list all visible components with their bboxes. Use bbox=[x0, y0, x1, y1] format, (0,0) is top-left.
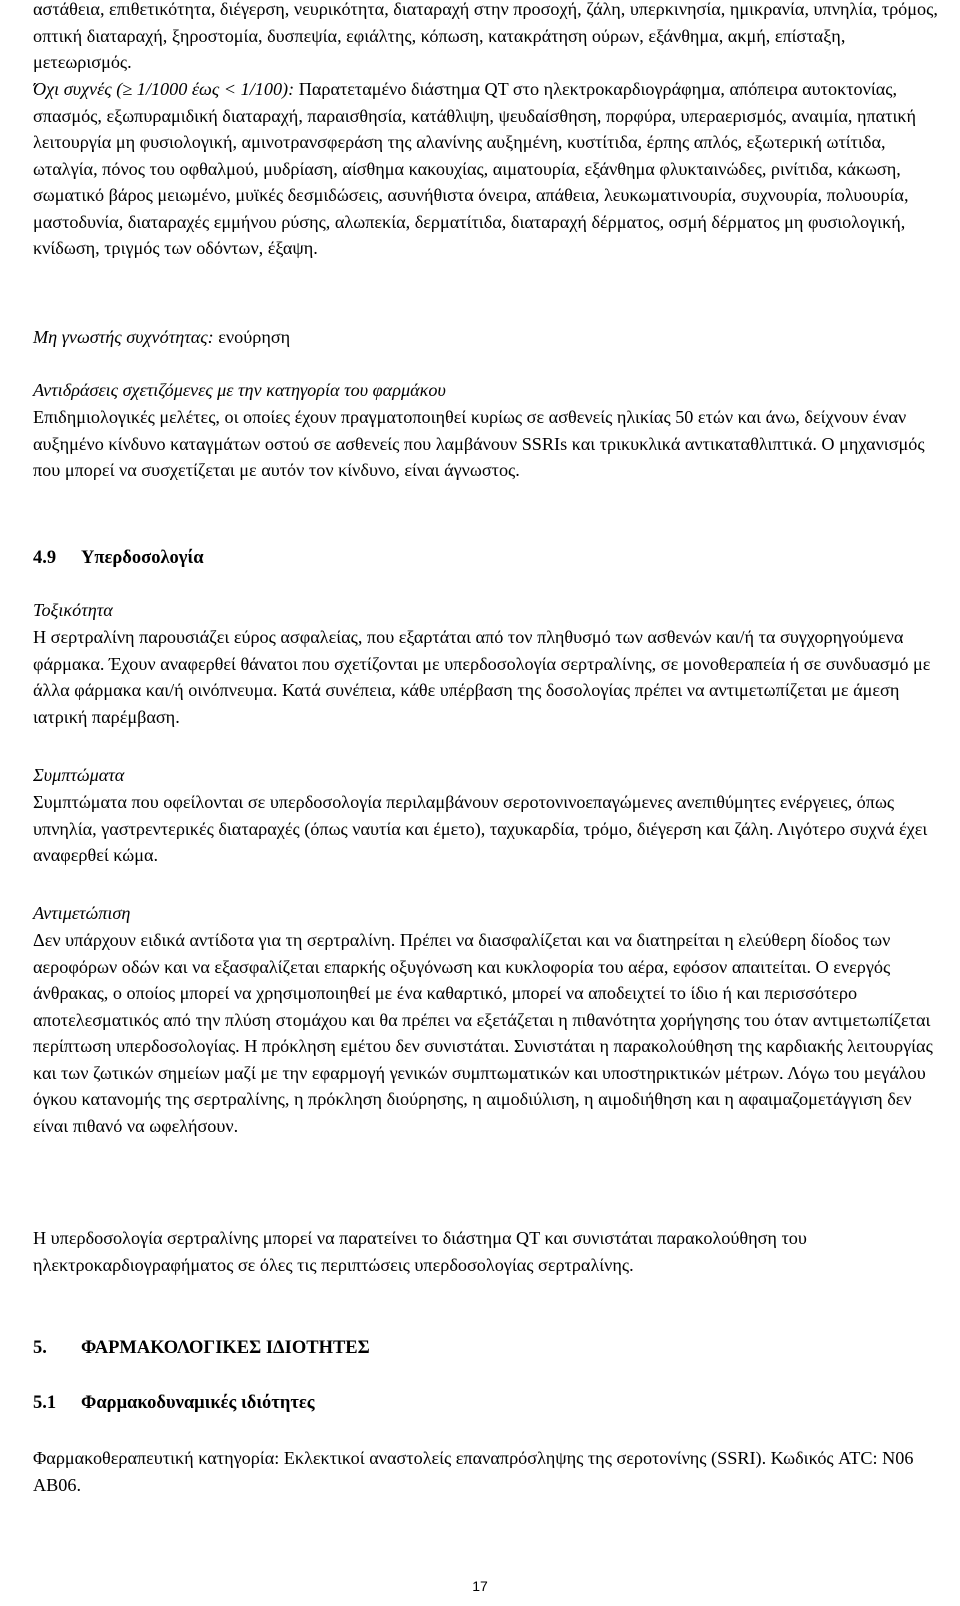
toxicity-text: Η σερτραλίνη παρουσιάζει εύρος ασφαλείας, που εξαρτάται από τον πληθυσμό των ασθενών και/ή τα συγχορηγούμενα φάρμακα. Έχουν αναφερθεί θάνατοι που σχετίζονται με υπερδοσολογία σερτραλίνης, σε μονοθεραπεία ή σε συνδυασμό με άλλα φάρμακα και/ή οινόπνευμα. Κατά συνέπεια, κάθε υπέρβαση της δοσολογίας πρέπει να αντιμετωπίζεται με άμεση ιατρική παρέμβαση. bbox=[33, 627, 931, 727]
class-reactions-label bbox=[33, 377, 943, 404]
section-heading-5-1 bbox=[33, 1390, 315, 1417]
section-title: ΦΑΡΜΑΚΟΛΟΓΙΚΕΣ ΙΔΙΟΤΗΤΕΣ bbox=[81, 1338, 370, 1358]
class-reactions-heading: Αντιδράσεις σχετιζόμενες με την κατηγορία του φαρμάκου bbox=[33, 380, 446, 400]
section-number: 5. bbox=[33, 1338, 47, 1358]
symptoms-text: Συμπτώματα που οφείλονται σε υπερδοσολογία περιλαμβάνουν σεροτονινοεπαγώμενες ανεπιθύμητες ενέργειες, όπως υπνηλία, γαστρεντερικές διαταραχές (όπως ναυτία και έμετο), ταχυκαρδία, τρόμο, διέγερση και ζάλη. Λιγότερο συχνά έχει αναφερθεί κώμα. bbox=[33, 792, 928, 865]
section-heading-4-9 bbox=[33, 545, 204, 572]
class-reactions-text: Επιδημιολογικές μελέτες, οι οποίες έχουν πραγματοποιηθεί κυρίως σε ασθενείς ηλικίας 50 ετών και άνω, δείχνουν έναν αυξημένο κίνδυνο καταγμάτων οστού σε ασθενείς που λαμβάνουν SSRIs και τρικυκλικά αντικαταθλιπτικά. Ο μηχανισμός που μπορεί να συσχετίζεται με αυτόν τον κίνδυνο, είναι άγνωστος. bbox=[33, 407, 925, 480]
common-effects-text: αστάθεια, επιθετικότητα, διέγερση, νευρικότητα, διαταραχή στην προσοχή, ζάλη, υπερκινησία, ημικρανία, υπνηλία, τρόμος, οπτική διαταραχή, ξηροστομία, δυσπεψία, εφιάλτης, κόπωση, κατακράτηση ούρων, εξάνθημα, ακμή, επίσταξη, μετεωρισμός. bbox=[33, 0, 938, 72]
toxicity-heading: Τοξικότητα bbox=[33, 600, 113, 620]
treatment-heading: Αντιμετώπιση bbox=[33, 903, 131, 923]
section-title: Φαρμακοδυναμικές ιδιότητες bbox=[81, 1393, 315, 1413]
qt-overdose-text: Η υπερδοσολογία σερτραλίνης μπορεί να παρατείνει το διάστημα QT και συνιστάται παρακολούθηση του ηλεκτροκαρδιογραφήματος σε όλες τις περιπτώσεις υπερδοσολογίας σερτραλίνης. bbox=[33, 1228, 807, 1275]
section-number: 4.9 bbox=[33, 548, 57, 568]
unknown-frequency-label: Μη γνωστής συχνότητας: bbox=[33, 327, 214, 347]
pharmacotherapeutic-text: Φαρμακοθεραπευτική κατηγορία: Εκλεκτικοί αναστολείς επαναπρόσληψης της σεροτονίνης (SSRI). Κωδικός ATC: N06 AB06. bbox=[33, 1448, 914, 1495]
class-reactions-paragraph bbox=[33, 404, 943, 484]
symptoms-paragraph bbox=[33, 789, 943, 869]
section-heading-5 bbox=[33, 1335, 370, 1362]
document-page bbox=[33, 0, 943, 1606]
side-effects-uncommon-paragraph bbox=[33, 76, 943, 262]
symptoms-label bbox=[33, 762, 943, 789]
page-number: 17 bbox=[472, 1578, 488, 1594]
qt-overdose-paragraph bbox=[33, 1225, 943, 1278]
section-title: Υπερδοσολογία bbox=[81, 548, 204, 568]
toxicity-label bbox=[33, 597, 943, 624]
section-number: 5.1 bbox=[33, 1393, 57, 1413]
pharmacotherapeutic-paragraph bbox=[33, 1445, 943, 1498]
symptoms-heading: Συμπτώματα bbox=[33, 765, 125, 785]
treatment-label bbox=[33, 900, 943, 927]
toxicity-paragraph bbox=[33, 624, 943, 730]
uncommon-effects-text: Παρατεταμένο διάστημα QT στο ηλεκτροκαρδιογράφημα, απόπειρα αυτοκτονίας, σπασμός, εξωπυραμιδική διαταραχή, παραισθησία, κατάθλιψη, ψευδαίσθηση, πορφύρα, υπεραερισμός, αναιμία, ηπατική λειτουργία μη φυσιολογική, αμινοτρανσφεράση της αλανίνης αυξημένη, κυστίτιδα, έρπης απλός, εξωτερική ωτίτιδα, ωταλγία, πόνος του οφθαλμού, μυδρίαση, αίσθημα κακουχίας, αιματουρία, εξάνθημα φλυκταινώδες, ρινίτιδα, κάκωση, σωματικό βάρος μειωμένο, μυϊκές δεσμιδώσεις, ασυνήθιστα όνειρα, απάθεια, λευκωματινουρία, συχνουρία, πολυουρία, μαστοδυνία, διαταραχές εμμήνου ρύσης, αλωπεκία, δερματίτιδα, διαταραχή δέρματος, οσμή δέρματος μη φυσιολογική, κνίδωση, τριγμός των οδόντων, έξαψη. bbox=[33, 79, 917, 258]
unknown-effects-text: ενούρηση bbox=[213, 327, 291, 347]
side-effects-common-continuation bbox=[33, 0, 943, 76]
treatment-paragraph bbox=[33, 927, 943, 1139]
treatment-text: Δεν υπάρχουν ειδικά αντίδοτα για τη σερτραλίνη. Πρέπει να διασφαλίζεται και να διατηρείται η ελεύθερη δίοδος των αεροφόρων οδών και να εξασφαλίζεται επαρκής οξυγόνωση και κυκλοφορία του αέρα, εφόσον απαιτείται. Ο ενεργός άνθρακας, ο οποίος μπορεί να χρησιμοποιηθεί με ένα καθαρτικό, μπορεί να αποδειχτεί το ίδιο ή και περισσότερο αποτελεσματικός από την πλύση στομάχου και θα πρέπει να εξετάζεται η πιθανότητα χορήγησης του όταν αντιμετωπίζεται περίπτωση υπερδοσολογίας. Η πρόκληση εμέτου δεν συνιστάται. Συνιστάται η παρακολούθηση της καρδιακής λειτουργίας και των ζωτικών σημείων μαζί με την εφαρμογή γενικών συμπτωματικών και υποστηρικτικών μέτρων. Λόγω του μεγάλου όγκου κατανομής της σερτραλίνης, η πρόκληση διούρησης, η αιμοδιύλιση, η αιμοδιήθηση και η αφαιμαζομετάγγιση δεν είναι πιθανό να ωφελήσουν. bbox=[33, 930, 933, 1136]
side-effects-unknown-paragraph bbox=[33, 324, 943, 351]
uncommon-frequency-label: Όχι συχνές (≥ 1/1000 έως < 1/100): bbox=[33, 79, 295, 99]
